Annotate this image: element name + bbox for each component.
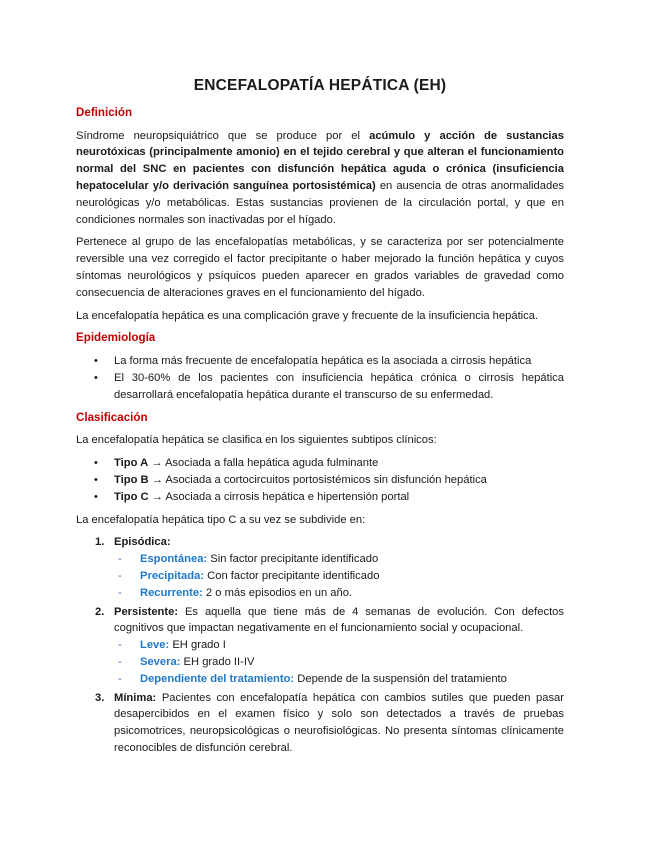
clasificacion-subintro: La encefalopatía hepática tipo C a su vez se subdivide en: (76, 513, 366, 526)
item-number: 2. (95, 605, 105, 618)
clasificacion-types-list (76, 455, 564, 505)
subtypes-list (76, 534, 564, 756)
sub-list (114, 551, 564, 601)
list-item: • La forma más frecuente de encefalopatía hepática es la asociada a cirrosis hepática (76, 353, 564, 370)
list-item: • Tipo B → Asociada a cortocircuitos portosistémicos sin disfunción hepática (76, 472, 564, 489)
list-item: • El 30-60% de los pacientes con insuficiencia hepática crónica o cirrosis hepática desarrollará encefalopatía hepática durante el transcurso de su enfermedad. (76, 370, 564, 404)
list-item: - Espontánea: Sin factor precipitante identificado (114, 551, 564, 568)
list-item: - Recurrente: 2 o más episodios en un año. (114, 585, 564, 602)
epidemiologia-list (76, 353, 564, 403)
list-item: - Leve: EH grado I (114, 637, 564, 654)
subtype-item: 1. Episódica: - Espontánea: Sin factor precipitante identificado - Precipitada: Con factor precipitante identificado - Recurrente: 2 o más episodios en un año. (76, 534, 564, 601)
list-item: - Precipitada: Con factor precipitante identificado (114, 568, 564, 585)
sub-list (114, 637, 564, 687)
clasificacion-intro: La encefalopatía hepática se clasifica en los siguientes subtipos clínicos: (76, 434, 437, 447)
section-heading-epidemiologia: Epidemiología (76, 331, 156, 345)
list-item: - Severa: EH grado II-IV (114, 654, 564, 671)
subtype-item: 2. Persistente: Es aquella que tiene más de 4 semanas de evolución. Con defectos cognitivos que impactan negativamente en el funcionamiento social y ocupacional. - Leve: EH grado I - Severa: EH grado II-IV - Dependiente del tratamiento: Depende de la suspensión del tratamiento (76, 604, 564, 688)
list-item: • Tipo C → Asociada a cirrosis hepática e hipertensión portal (76, 489, 564, 506)
list-item: • Tipo A → Asociada a falla hepática aguda fulminante (76, 455, 564, 472)
item-number: 3. (95, 691, 105, 704)
definicion-paragraph-1: Síndrome neuropsiquiátrico que se produce por el acúmulo y acción de sustancias neurotóxicas (principalmente amonio) en el tejido cerebral y que alteran el funcionamiento normal del SNC en pacientes con disfunción hepática aguda o crónica (insuficiencia hepatocelular y/o derivación sanguínea portosistémica) en ausencia de otras anormalidades neurológicas y/o metabólicas. Estas sustancias provienen de la circulación portal, y que en condiciones normales son inactivadas por el hígado. (76, 129, 565, 226)
section-heading-definicion: Definición (76, 105, 133, 119)
section-heading-clasificacion: Clasificación (76, 410, 148, 424)
item-number: 1. (95, 536, 105, 549)
definicion-paragraph-3: La encefalopatía hepática es una complicación grave y frecuente de la insuficiencia hepática. (76, 309, 539, 322)
subtype-item: 3. Mínima: Pacientes con encefalopatía hepática con cambios sutiles que pueden pasar desapercibidos en el examen físico y solo son detectados a través de pruebas psicomotrices, neuropsicológicas o neurofisiológicas. No presenta síntomas clínicamente reconocibles de disfunción cerebral. (95, 691, 564, 754)
definicion-paragraph-2: Pertenece al grupo de las encefalopatías metabólicas, y se caracteriza por ser potencialmente reversible una vez corregido el factor precipitante o haber mejorado la función hepática y cuyos síntomas neurológicos y psíquicos pueden aparecer en grados variables de gravedad como consecuencia de alteraciones graves en el funcionamiento del hígado. (76, 236, 564, 299)
document-title: ENCEFALOPATÍA HEPÁTICA (EH) (193, 77, 447, 94)
list-item: - Dependiente del tratamiento: Depende de la suspensión del tratamiento (114, 671, 564, 688)
document-page (76, 76, 564, 761)
